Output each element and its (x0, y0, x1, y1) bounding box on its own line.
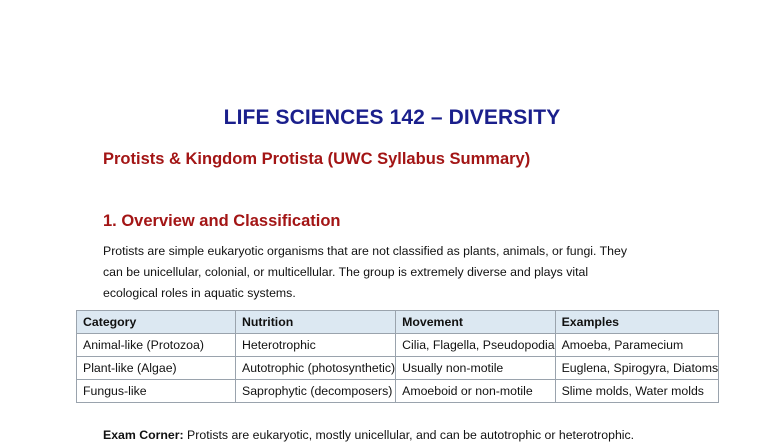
exam-corner-text: Protists are eukaryotic, mostly unicellular, and can be autotrophic or heterotrophic. (183, 428, 635, 442)
document-subtitle: Protists & Kingdom Protista (UWC Syllabus Summary) (103, 150, 531, 168)
table-row (77, 357, 719, 380)
table-cell: Heterotrophic (236, 334, 396, 357)
paragraph-line: Protists are simple eukaryotic organisms that are not classified as plants, animals, or fungi. They (103, 244, 627, 258)
paragraph-line: can be unicellular, colonial, or multicellular. The group is extremely diverse and plays vital (103, 265, 589, 279)
header-movement: Movement (396, 311, 555, 334)
paragraph-line: ecological roles in aquatic systems. (103, 286, 296, 300)
overview-paragraph (103, 241, 703, 304)
exam-corner-label: Exam Corner: (103, 428, 184, 442)
table-cell: Amoeboid or non-motile (396, 380, 555, 403)
header-examples: Examples (555, 311, 719, 334)
header-category: Category (77, 311, 236, 334)
table-cell: Slime molds, Water molds (555, 380, 719, 403)
table-header-row (77, 311, 719, 334)
table-cell: Cilia, Flagella, Pseudopodia (396, 334, 555, 357)
table-row (77, 334, 719, 357)
table-cell: Euglena, Spirogyra, Diatoms (555, 357, 719, 380)
header-nutrition: Nutrition (236, 311, 396, 334)
section-heading: 1. Overview and Classification (103, 212, 341, 230)
table-cell: Fungus-like (77, 380, 236, 403)
table-cell: Plant-like (Algae) (77, 357, 236, 380)
table-row (77, 380, 719, 403)
classification-table (76, 310, 719, 403)
document-title: LIFE SCIENCES 142 – DIVERSITY (223, 106, 561, 129)
exam-corner-note (103, 428, 634, 442)
table-cell: Animal-like (Protozoa) (77, 334, 236, 357)
table-cell: Amoeba, Paramecium (555, 334, 719, 357)
table-cell: Saprophytic (decomposers) (236, 380, 396, 403)
table-cell: Autotrophic (photosynthetic) (236, 357, 396, 380)
table-cell: Usually non-motile (396, 357, 555, 380)
